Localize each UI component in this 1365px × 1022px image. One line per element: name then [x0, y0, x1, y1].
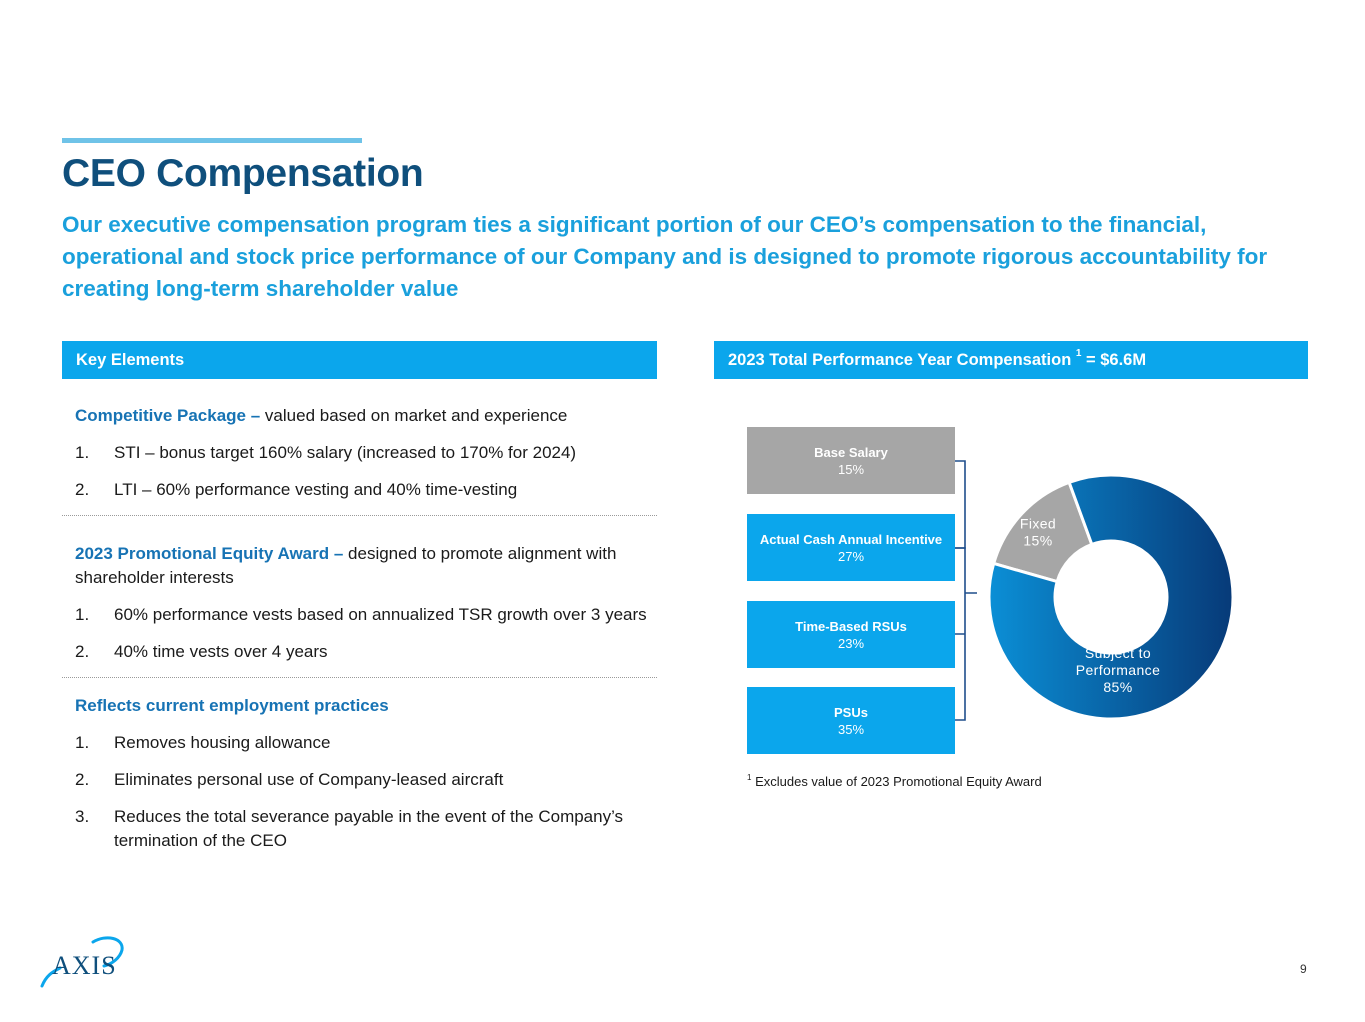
fixed-bracket — [955, 461, 965, 548]
donut-label-subject-to-performance: Subject to Performance 85% — [1075, 645, 1161, 695]
time-based-rsus-box — [747, 601, 955, 668]
group-heading-bold: Reflects current employment practices — [75, 696, 389, 715]
promotional-equity-group — [62, 538, 657, 664]
group-heading-bold: 2023 Promotional Equity Award – — [75, 544, 344, 563]
header-text: 2023 Total Performance Year Compensation — [728, 351, 1076, 369]
list-item — [75, 640, 657, 664]
group-heading-bold: Competitive Package – — [75, 406, 261, 425]
group-heading — [75, 542, 657, 590]
section-divider — [62, 677, 657, 678]
base-salary-box — [747, 427, 955, 494]
list-number: 2. — [75, 770, 90, 789]
list-number: 1. — [75, 605, 90, 624]
footnote — [747, 774, 1042, 789]
group-heading — [75, 694, 657, 718]
box-percent: 35% — [837, 722, 865, 737]
box-label: Actual Cash Annual Incentive — [759, 532, 943, 547]
list-text: LTI – 60% performance vesting and 40% time-vesting — [114, 480, 518, 499]
compensation-donut-chart — [980, 470, 1240, 730]
logo-wordmark: AXIS — [52, 951, 117, 980]
cash-incentive-box — [747, 514, 955, 581]
title-accent-rule — [62, 138, 362, 143]
list-item — [75, 731, 657, 755]
header-footnote-marker: 1 — [1075, 348, 1082, 359]
list-text: STI – bonus target 160% salary (increased to 170% for 2024) — [114, 443, 577, 462]
key-elements-list — [62, 400, 657, 866]
group-heading — [75, 404, 657, 428]
list-item — [75, 441, 657, 465]
list-item — [75, 603, 657, 627]
page-title: CEO Compensation — [62, 152, 424, 195]
list-number: 1. — [75, 443, 90, 462]
psus-box — [747, 687, 955, 754]
page-subtitle: Our executive compensation program ties a significant portion of our CEO’s compensation to the financial, operational and stock price performance of our Company and is designed to promote rigorous accountability for creating long-term shareholder value — [62, 212, 1268, 301]
total-compensation-header — [714, 341, 1308, 379]
list-item — [75, 768, 657, 792]
list-item — [75, 478, 657, 502]
donut-label-fixed: Fixed 15% — [1019, 515, 1057, 549]
list-number: 3. — [75, 807, 90, 826]
header-value: = $6.6M — [1081, 351, 1147, 369]
footnote-marker: 1 — [747, 773, 752, 782]
list-text: 40% time vests over 4 years — [114, 642, 328, 661]
axis-logo — [38, 932, 130, 992]
list-text: 60% performance vests based on annualized TSR growth over 3 years — [114, 605, 647, 624]
list-item — [75, 805, 657, 853]
footnote-text: Excludes value of 2023 Promotional Equity Award — [751, 774, 1042, 789]
section-divider — [62, 515, 657, 516]
box-label: Time-Based RSUs — [795, 619, 907, 634]
list-text: Eliminates personal use of Company-leased aircraft — [114, 770, 504, 789]
list-number: 2. — [75, 480, 90, 499]
competitive-package-group — [62, 400, 657, 502]
list-text: Reduces the total severance payable in the event of the Company’s termination of the CEO — [114, 807, 624, 850]
list-text: Removes housing allowance — [114, 733, 331, 752]
page-number: 9 — [1300, 962, 1307, 976]
list-number: 1. — [75, 733, 90, 752]
box-percent: 27% — [837, 549, 865, 564]
box-percent: 23% — [837, 636, 865, 651]
key-elements-header: Key Elements — [62, 341, 657, 379]
group-heading-rest: valued based on market and experience — [260, 406, 568, 425]
performance-bracket — [955, 548, 977, 720]
group-heading-rest: designed to promote alignment with shareholder interests — [75, 544, 617, 587]
box-label: PSUs — [834, 705, 868, 720]
list-number: 2. — [75, 642, 90, 661]
employment-practices-group — [62, 690, 657, 853]
box-percent: 15% — [837, 462, 865, 477]
box-label: Base Salary — [814, 445, 888, 460]
